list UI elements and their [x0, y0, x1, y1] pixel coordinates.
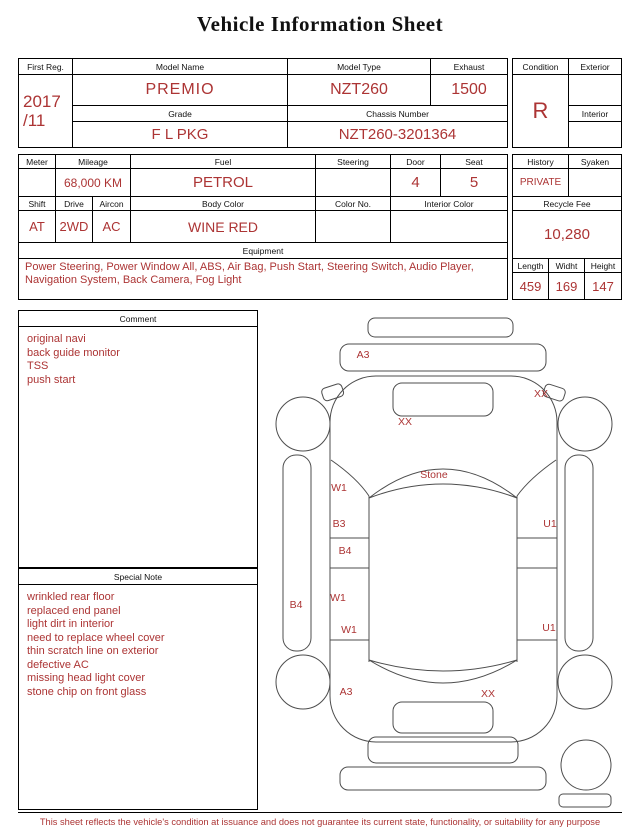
- meter-label: Meter: [19, 155, 56, 169]
- condition-label: Condition: [513, 59, 569, 75]
- damage-marker-u1: U1: [542, 622, 556, 634]
- wheel-rear-right: [558, 655, 612, 709]
- disclaimer-text: This sheet reflects the vehicle's condition at issuance and does not guarantee its current state, functionality, or suitability for any purpose: [39, 817, 601, 827]
- interior-label: Interior: [569, 106, 621, 122]
- shift-label: Shift: [19, 197, 56, 211]
- note-line: push start: [27, 373, 76, 386]
- exterior-value: [569, 75, 621, 106]
- wheel-front-left: [276, 397, 330, 451]
- history-value: PRIVATE: [513, 169, 569, 197]
- comment-title: Comment: [19, 311, 257, 327]
- note-line: light dirt in interior: [27, 618, 114, 630]
- seat-label: Seat: [441, 155, 507, 169]
- note-line: missing head light cover: [27, 672, 146, 684]
- wheel-rear-left: [276, 655, 330, 709]
- damage-marker-a3: A3: [356, 349, 370, 361]
- interior-value: [569, 122, 621, 147]
- damage-marker-b4: B4: [338, 545, 352, 557]
- note-line: wrinkled rear floor: [27, 591, 115, 603]
- mileage-label: Mileage: [56, 155, 131, 169]
- length-label: Length: [513, 259, 549, 273]
- height-value: 147: [592, 278, 614, 294]
- width-value: 169: [549, 273, 585, 299]
- model-type-value: NZT260: [288, 75, 431, 106]
- damage-marker-xx: XX: [397, 416, 413, 428]
- condition-value: R: [513, 75, 569, 147]
- mileage-value: 68,000 KM: [56, 169, 131, 197]
- door-label: Door: [391, 155, 441, 169]
- exhaust-value: 1500: [431, 75, 507, 106]
- note-line: thin scratch line on exterior: [27, 645, 159, 657]
- registration-table: [18, 58, 508, 148]
- first-reg-month: /11: [23, 111, 46, 130]
- front-bumper: [340, 767, 546, 790]
- chassis-number-label: Chassis Number: [288, 106, 507, 122]
- interior-color-value: [391, 211, 507, 243]
- first-reg-value: [19, 75, 73, 147]
- model-name-label: Model Name: [73, 59, 288, 75]
- shift-value: AT: [19, 211, 56, 243]
- front-bumper-strip: [368, 737, 518, 763]
- first-reg-label: First Reg.: [19, 59, 73, 75]
- note-line: TSS: [27, 360, 49, 372]
- comment-box: [18, 310, 258, 568]
- damage-marker-b3: B3: [332, 518, 346, 530]
- damage-marker-stone: Stone: [420, 469, 448, 481]
- spare-tire: [561, 740, 611, 790]
- note-line: need to replace wheel cover: [27, 631, 165, 644]
- right-hood-line: [517, 460, 556, 496]
- note-line: replaced end panel: [27, 604, 121, 617]
- equipment-value: Power Steering, Power Window All, ABS, Air Bag, Push Start, Steering Switch, Audio Player, Navigation System, Back Camera, Fog Light: [25, 261, 474, 286]
- aircon-label: Aircon: [93, 197, 131, 211]
- special-note-box: [18, 568, 258, 810]
- left-side-panel: [283, 455, 311, 651]
- width-label: Widht: [549, 259, 585, 273]
- damage-marker-b4: B4: [289, 599, 303, 611]
- drive-value: 2WD: [56, 211, 93, 243]
- note-line: original navi: [27, 333, 86, 345]
- color-no-label: Color No.: [316, 197, 391, 211]
- equipment-label: Equipment: [19, 243, 507, 259]
- model-name-value: PREMIO: [73, 75, 288, 106]
- first-reg-year: 2017: [23, 92, 61, 111]
- aircon-value: AC: [93, 211, 131, 243]
- damage-marker-w1: W1: [341, 624, 357, 636]
- fee-table: [512, 154, 622, 300]
- steering-label: Steering: [316, 155, 391, 169]
- spec-table: [18, 154, 508, 300]
- car-body-outline: [330, 376, 557, 742]
- wheel-front-right: [558, 397, 612, 451]
- exterior-label: Exterior: [569, 59, 621, 75]
- page-title: Vehicle Information Sheet: [196, 12, 444, 36]
- grade-value: F L PKG: [73, 122, 288, 147]
- seat-value: 5: [441, 169, 507, 197]
- special-note-title: Special Note: [19, 569, 257, 585]
- hood-panel: [393, 702, 493, 733]
- footer-divider: [18, 812, 622, 813]
- fuel-value: PETROL: [131, 169, 316, 197]
- damage-marker-a3: A3: [339, 686, 353, 698]
- damage-marker-u1: U1: [543, 518, 557, 530]
- chassis-number-value: NZT260-3201364: [338, 126, 457, 143]
- model-type-label: Model Type: [288, 59, 431, 75]
- length-value: 459: [513, 273, 549, 299]
- interior-color-label: Interior Color: [391, 197, 507, 211]
- color-no-value: [316, 211, 391, 243]
- plate-panel: [559, 794, 611, 807]
- comment-lines: [19, 327, 257, 393]
- recycle-fee-label: Recycle Fee: [513, 197, 621, 211]
- damage-marker-w1: W1: [331, 482, 347, 494]
- fuel-label: Fuel: [131, 155, 316, 169]
- meter-value: [19, 169, 56, 197]
- note-line: stone chip on front glass: [27, 685, 147, 698]
- height-label: Height: [585, 259, 621, 273]
- rear-bumper-strip: [368, 318, 513, 337]
- condition-table: [512, 58, 622, 148]
- trunk-lid: [393, 383, 493, 416]
- note-line: back guide monitor: [27, 346, 120, 359]
- rear-bumper: [340, 344, 546, 371]
- drive-label: Drive: [56, 197, 93, 211]
- grade-label: Grade: [73, 106, 288, 122]
- body-color-value: WINE RED: [131, 211, 316, 243]
- syaken-value: [569, 169, 621, 197]
- exhaust-label: Exhaust: [431, 59, 507, 75]
- history-label: History: [513, 155, 569, 169]
- recycle-fee-value: 10,280: [513, 211, 621, 259]
- damage-marker-xx: XX: [480, 688, 496, 700]
- damage-marker-xx: XX: [533, 388, 549, 400]
- rear-glass: [369, 660, 517, 683]
- right-side-panel: [565, 455, 593, 651]
- car-diagram: [265, 310, 625, 808]
- note-line: defective AC: [27, 658, 89, 671]
- body-color-label: Body Color: [131, 197, 316, 211]
- steering-value: [316, 169, 391, 197]
- damage-marker-w1: W1: [330, 592, 346, 604]
- door-value: 4: [391, 169, 441, 197]
- special-note-lines: [19, 585, 257, 705]
- syaken-label: Syaken: [569, 155, 621, 169]
